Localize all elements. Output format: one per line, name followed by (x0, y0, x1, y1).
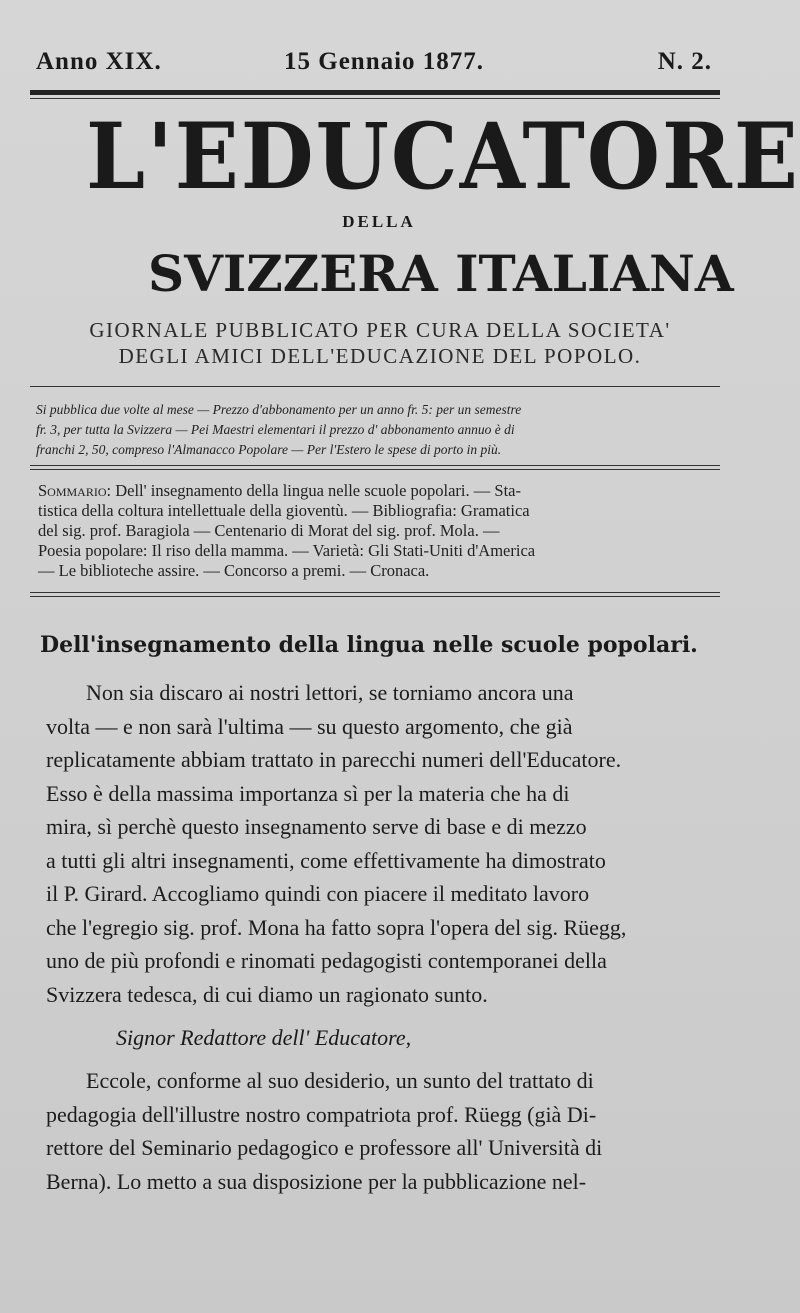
issue-number: N. 2. (657, 48, 712, 75)
text-line: il P. Girard. Accogliamo quindi con piacere il meditato lavoro (46, 881, 590, 906)
tagline-line-2: DEGLI AMICI DELL'EDUCAZIONE DEL POPOLO. (118, 344, 642, 368)
summary-line: Sommario: Dell' insegnamento della lingua nelle scuole popolari. — Sta- (38, 481, 521, 500)
text-line: Non sia discaro ai nostri lettori, se torniamo ancora una (86, 680, 574, 705)
subscription-line: Si pubblica due volte al mese — Prezzo d'abbonamento per un anno fr. 5: per un semestre (36, 402, 522, 417)
summary-rule-bottom-1 (30, 592, 720, 593)
summary-rule-top-1 (30, 465, 720, 466)
summary-rule-bottom-2 (30, 596, 720, 597)
summary-line: Poesia popolare: Il riso della mamma. — Varietà: Gli Stati-Uniti d'America (38, 541, 536, 560)
summary-label: Sommario (38, 481, 107, 500)
masthead-rule-thick (30, 90, 720, 95)
subscription-line: franchi 2, 50, compreso l'Almanacco Popolare — Per l'Estero le spese di porto in più. (36, 442, 502, 457)
article-paragraph-1 (46, 676, 716, 1011)
article-paragraph-2 (46, 1064, 716, 1198)
masthead-rule-thin (30, 98, 720, 99)
text-line: Esso è della massima importanza sì per la materia che ha di (46, 780, 570, 806)
text-line: uno de più profondi e rinomati pedagogisti contemporanei della (46, 948, 607, 973)
text-line: mira, sì perchè questo insegnamento serve di base e di mezzo (46, 814, 587, 839)
text-line: rettore del Seminario pedagogico e professore all' Università di (46, 1135, 603, 1160)
text-line: a tutti gli altri insegnamenti, come effettivamente ha dimostrato (46, 847, 606, 873)
text-line: Eccole, conforme al suo desiderio, un sunto del trattato di (86, 1068, 594, 1093)
text-line: che l'egregio sig. prof. Mona ha fatto sopra l'opera del sig. Rüegg, (46, 914, 627, 940)
summary-line: — Le biblioteche assire. — Concorso a premi. — Cronaca. (38, 561, 430, 580)
newspaper-title: L'EDUCATORE (86, 102, 800, 210)
issue-year: Anno XIX. (36, 48, 162, 75)
issue-summary (38, 481, 728, 581)
issue-date: 15 Gennaio 1877. (284, 48, 485, 75)
text-line: Svizzera tedesca, di cui diamo un ragionato sunto. (46, 981, 488, 1007)
subscription-rule-top (30, 386, 720, 387)
text-line: Berna). Lo metto a sua disposizione per la pubblicazione nel- (46, 1168, 587, 1194)
summary-rule-top-2 (30, 469, 720, 470)
summary-line: tistica della coltura intellettuale della gioventù. — Bibliografia: Gramatica (38, 501, 530, 520)
subscription-info (36, 400, 726, 460)
title-connector: DELLA (342, 212, 416, 231)
newspaper-subtitle: SVIZZERA ITALIANA (148, 244, 734, 303)
subscription-line: fr. 3, per tutta la Svizzera — Pei Maestri elementari il prezzo d' abbonamento annuo è di (36, 422, 515, 437)
tagline-line-1: GIORNALE PUBBLICATO PER CURA DELLA SOCIETA' (89, 318, 671, 342)
text-line: pedagogia dell'illustre nostro compatriota prof. Rüegg (già Di- (46, 1101, 597, 1127)
text-line: volta — e non sarà l'ultima — su questo argomento, che già (46, 713, 573, 739)
issue-header (36, 48, 712, 84)
letter-salutation: Signor Redattore dell' Educatore, (116, 1025, 412, 1050)
summary-line: del sig. prof. Baragiola — Centenario di Morat del sig. prof. Mola. — (38, 521, 500, 540)
text-line: replicatamente abbiam trattato in parecchi numeri dell'Educatore. (46, 747, 622, 772)
article-title: Dell'insegnamento della lingua nelle scuole popolari. (40, 632, 698, 658)
